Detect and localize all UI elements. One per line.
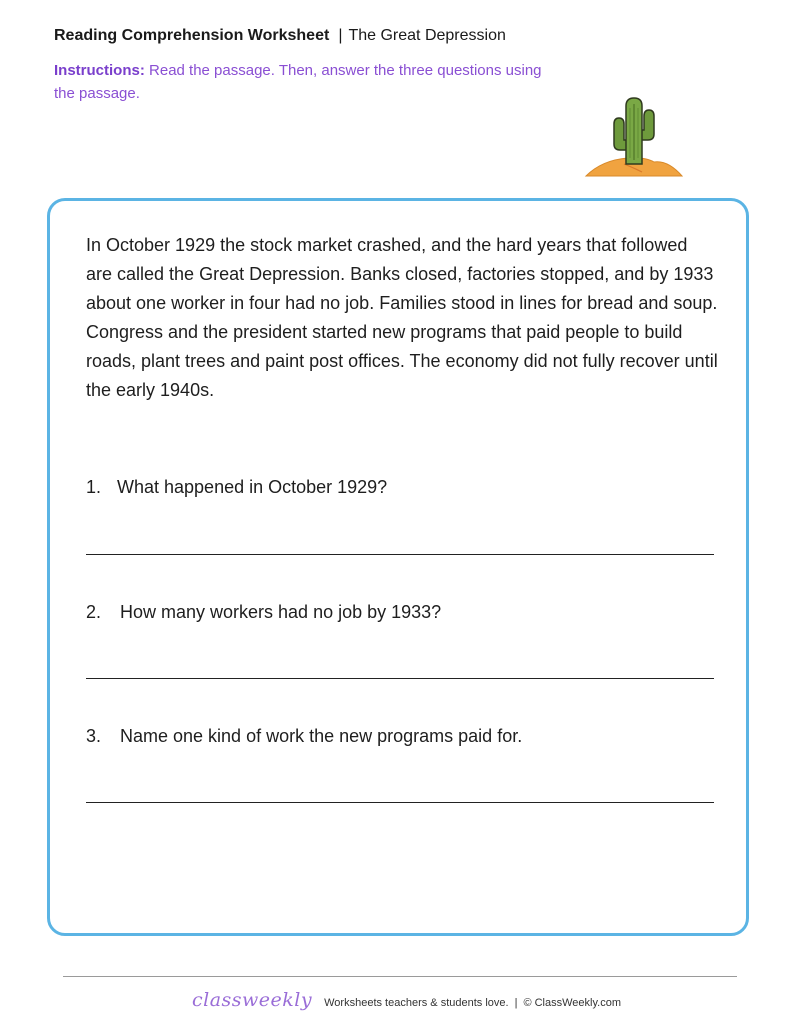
question-text: How many workers had no job by 1933? — [120, 602, 442, 622]
header-separator: | — [338, 27, 343, 44]
footer — [192, 989, 621, 1011]
answer-line-3[interactable] — [86, 802, 714, 803]
worksheet-topic: The Great Depression — [348, 27, 506, 44]
brand-logo: classweekly — [192, 989, 313, 1011]
question-number: 2. — [86, 602, 102, 622]
footer-copyright: © ClassWeekly.com — [523, 997, 621, 1009]
question-text: Name one kind of work the new programs paid for. — [120, 726, 523, 746]
reading-passage: In October 1929 the stock market crashed, and the hard years that followed are called the Great Depression. Banks closed, factories stopped, and by 1933 about one worker in four had no job. Families stood in lines for bread and soup. Congress and the president started new programs that paid people to build roads, plant trees and paint post offices. The economy did not fully recover until the early 1940s. — [86, 235, 718, 400]
answer-line-1[interactable] — [86, 554, 714, 555]
footer-tagline: Worksheets teachers & students love. — [324, 997, 509, 1009]
footer-divider — [63, 976, 737, 977]
question-3 — [86, 724, 522, 748]
instructions-text: Read the passage. Then, answer the three questions using the passage. — [54, 62, 542, 102]
question-number: 3. — [86, 726, 102, 746]
question-2 — [86, 600, 441, 624]
footer-separator: | — [514, 997, 518, 1009]
question-number: 1. — [86, 477, 102, 497]
question-text: What happened in October 1929? — [117, 477, 388, 497]
instructions-label: Instructions: — [54, 62, 145, 79]
answer-line-2[interactable] — [86, 678, 714, 679]
worksheet-header — [54, 26, 506, 46]
instructions — [54, 60, 564, 105]
cactus-icon — [584, 94, 684, 178]
question-1 — [86, 475, 387, 499]
worksheet-title: Reading Comprehension Worksheet — [54, 27, 330, 44]
